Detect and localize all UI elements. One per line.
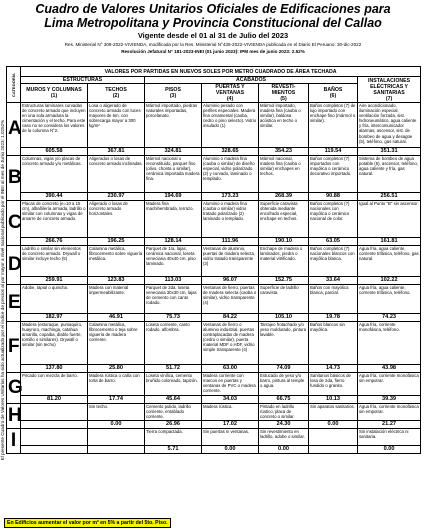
col-name-2: TECHOS	[105, 87, 127, 93]
value-cell: 161.81	[358, 238, 421, 246]
category-row	[7, 156, 421, 193]
estructuras-header: ESTRUCTURAS	[21, 77, 145, 84]
side-note-text: El presente Cuadro de Valores Unitarios ha sido actualizado por el índice de precios al por mayor a nivel nacional publicado por el INEI al mes de Junio 2023: 1.0252%	[0, 119, 5, 461]
col-num-5: (5)	[280, 96, 287, 102]
value-cell: 33.64	[309, 277, 358, 285]
col-name-3: PISOS	[165, 87, 181, 93]
description-cell	[145, 156, 202, 193]
category-letter: C	[7, 201, 21, 246]
value-cell: 190.10	[259, 238, 309, 246]
category-row	[7, 201, 421, 238]
vigencia-line: Vigente desde el 01 al 31 de Julio del 2023	[137, 31, 289, 40]
description-text: Loseta vinílica, cemento bruñido coloreado, tapizón.	[146, 373, 198, 384]
col-num-6: (6)	[329, 93, 337, 99]
value-cell: 137.80	[21, 365, 88, 373]
resolution-line-2: Resolución Jefatural N° 181-2023-INEI (01 junio 2023): IPM mes de junio 2023: 2.52%	[121, 49, 305, 54]
category-letter: D	[7, 246, 21, 285]
description-cell	[309, 322, 358, 365]
description-cell	[145, 285, 202, 314]
description-text: Sin instalación eléctrica ni sanitaria.	[359, 429, 409, 440]
description-text: Madera con material impermeabilizante.	[89, 285, 129, 296]
category-letter: G	[7, 373, 21, 404]
description-text: Parquet de 1ra, lajas, cerámica nacional, loseta veneciana 40x40 cm, piso laminado.	[146, 246, 196, 267]
value-cell: 90.88	[309, 193, 358, 201]
description-text: Baños blancos sin mayólica.	[310, 322, 345, 333]
description-cell	[358, 285, 421, 314]
description-text: Sanitarios básicos de losa de 2da, fierro fundido o granito.	[310, 373, 351, 389]
category-row	[7, 373, 421, 396]
title-line-1: Cuadro de Valores Unitarios Oficiales de Edificaciones para	[35, 2, 391, 16]
category-letter: F	[7, 322, 21, 373]
category-letter: A	[7, 103, 21, 156]
category-row	[7, 322, 421, 365]
col-header-2	[88, 84, 145, 103]
description-text: Agua fría, agua caliente, corriente trifásica, teléfono.	[359, 285, 411, 296]
value-cell: 21.27	[358, 421, 421, 429]
col-num-3: (3)	[169, 93, 177, 99]
description-text: Baños completos (7) importados con mayólica o cerámico decorativo importado.	[310, 156, 352, 177]
description-text: Ventanas de aluminio, puertas de madera selecta, vidrio tratado transparente (3)	[203, 246, 256, 267]
description-text: Aluminio pesado con perfiles especiales. Madera fina ornamental (caoba, cedro o pino selecto). Vidrio insulado (1)	[203, 103, 257, 129]
description-cell	[88, 373, 145, 396]
description-cell	[259, 404, 309, 421]
value-cell: 5.71	[145, 446, 202, 454]
category-letter: I	[7, 429, 21, 454]
description-cell	[202, 404, 259, 421]
value-cell: 351.31	[358, 148, 421, 156]
value-cell: 152.75	[259, 277, 309, 285]
col-header-5	[259, 84, 309, 103]
description-cell	[21, 246, 88, 277]
value-cell: 605.58	[21, 148, 88, 156]
value-cell: 111.96	[202, 238, 259, 246]
value-cell: 328.65	[202, 148, 259, 156]
value-cell: 19.78	[309, 314, 358, 322]
value-row	[7, 314, 421, 322]
description-text: Cemento pulido, ladrillo corriente, entablado corriente.	[146, 404, 191, 420]
values-table	[6, 66, 421, 454]
value-cell: 43.98	[358, 365, 421, 373]
description-cell	[88, 246, 145, 277]
category-letter: H	[7, 404, 21, 429]
description-cell	[358, 373, 421, 396]
categoria-header: CATEGORÍA	[7, 67, 21, 103]
description-text: Loseta corriente, canto rodado, alfombra.	[146, 322, 190, 333]
description-text: Tarrajeo frotachado y/o yeso moldurado, pintura lavable.	[260, 322, 307, 338]
category-letter: E	[7, 285, 21, 322]
description-cell	[21, 285, 88, 314]
description-cell	[358, 246, 421, 277]
description-cell	[21, 429, 88, 446]
description-text: Baños con mayólica blanca, parcial.	[310, 285, 349, 296]
description-text: Calamina metálica, fibrocemento sobre viguería metálica.	[89, 246, 143, 262]
description-text: Adobe, tapial o quincha.	[22, 285, 69, 290]
description-text: Aire acondicionado, iluminación especial, ventilación forzada, sist. hidroneumático, agua caliente y fría, intercomunicador alarmas, ascensor, sist. de bombeo de agua y desagüe (5), teléfono, gas natural.	[359, 103, 417, 144]
description-text: Sin puertas ni ventanas.	[203, 429, 250, 434]
description-cell	[88, 103, 145, 148]
col-header-3	[145, 84, 202, 103]
description-cell	[202, 429, 259, 446]
footer-note: En Edificios aumentar el valor por m² en 5% a partir del 5to. Piso.	[4, 518, 171, 528]
description-text: Baños completos (7) de lujo importado con enchape fino (mármol o similar).	[310, 103, 356, 124]
description-cell	[202, 322, 259, 365]
value-row	[7, 193, 421, 201]
description-cell	[145, 103, 202, 148]
description-cell	[21, 404, 88, 421]
value-cell: 34.03	[202, 396, 259, 404]
description-text: Madera corriente con marcos en puertas y ventanas de PVC o madera corriente.	[203, 373, 256, 394]
description-text: Madera rústica o caña con torta de barro.	[89, 373, 140, 384]
description-text: Agua fría, corriente monofásica sin empotrar.	[359, 373, 419, 384]
value-cell: 354.23	[259, 148, 309, 156]
value-cell: 25.80	[88, 365, 145, 373]
instalaciones-header	[358, 77, 421, 103]
description-text: Losa o aligerado de concreto armado con luces mayores de 6m. con sobrecarga mayor a 300 kg/m²	[89, 103, 141, 129]
description-cell	[309, 285, 358, 314]
category-row	[7, 103, 421, 148]
description-cell	[88, 285, 145, 314]
description-text: Pintado en ladrillo rústico, placa de concreto o similar.	[260, 404, 295, 420]
value-cell: 182.97	[21, 314, 88, 322]
description-text: Ventanas de fierro, puertas de madera selecta (caoba o similar), vidrio transparente (4)	[203, 285, 257, 306]
description-cell	[309, 373, 358, 396]
description-text: Sin aparatos sanitarios.	[310, 404, 355, 409]
description-text: Pircado con mezcla de barro.	[22, 373, 78, 378]
main-header: VALORES POR PARTIDAS EN NUEVOS SOLES POR METRO CUADRADO DE ÁREA TECHADA	[21, 67, 421, 77]
description-cell	[21, 156, 88, 193]
description-text: Aluminio o madera fina (caoba o similar) de diseño especial, vidrio polarizado (2) y curvado, laminado o templado.	[203, 156, 255, 182]
value-cell: 39.39	[358, 396, 421, 404]
acabados-header: ACABADOS	[145, 77, 358, 84]
value-cell: 367.81	[88, 148, 145, 156]
description-text: Estucado de yeso y/o barro, pintura al temple o agua.	[260, 373, 305, 389]
description-text: Madera fina machihembrada, terrazo.	[146, 201, 194, 212]
value-row	[7, 148, 421, 156]
category-row	[7, 404, 421, 421]
description-cell	[145, 429, 202, 446]
value-cell: 75.73	[145, 314, 202, 322]
description-cell	[259, 322, 309, 365]
value-cell: 74.09	[259, 365, 309, 373]
value-cell: 0.00	[358, 446, 421, 454]
description-cell	[88, 404, 145, 421]
description-cell	[259, 429, 309, 446]
value-row	[7, 446, 421, 454]
value-cell: 96.07	[202, 277, 259, 285]
value-cell: 128.14	[145, 238, 202, 246]
description-text: Mármol nacional o reconstituido, parquet fino (olivo, chonta o similar), cerámica importada madera fina.	[146, 156, 200, 182]
value-cell: 266.76	[21, 238, 88, 246]
value-cell: 51.72	[145, 365, 202, 373]
description-text: Mármol nacional, madera fina (caoba o similar) enchapes en techos.	[260, 156, 301, 177]
description-cell	[145, 404, 202, 421]
value-cell: 0.00	[309, 421, 358, 429]
description-text: Superficie caravista obtenida mediante encofrado especial, enchape en techos.	[260, 201, 298, 222]
value-cell: 63.05	[309, 238, 358, 246]
col-name-1: MUROS Y COLUMNAS	[26, 87, 82, 93]
description-cell	[309, 246, 358, 277]
description-cell	[259, 201, 309, 238]
description-text: Enchape de madera o laminados, piedra o material vitrificado.	[260, 246, 303, 262]
description-cell	[145, 322, 202, 365]
value-cell: 63.00	[202, 365, 259, 373]
description-cell	[88, 201, 145, 238]
description-cell	[21, 103, 88, 148]
value-cell: 230.97	[88, 193, 145, 201]
value-cell: 119.54	[309, 148, 358, 156]
description-cell	[202, 373, 259, 396]
description-text: Baños completos (7) nacionales blancos con mayólica blanca.	[310, 246, 355, 262]
description-cell	[309, 201, 358, 238]
col-name-4: PUERTAS Y VENTANAS	[215, 84, 245, 96]
col-header-1	[21, 84, 88, 103]
col-num-1: (1)	[50, 93, 58, 99]
description-cell	[358, 404, 421, 421]
description-text: Mármol importado, piedras naturales importadas, porcelanato.	[146, 103, 198, 119]
description-cell	[259, 103, 309, 148]
value-cell: 81.20	[21, 396, 88, 404]
value-cell: 268.39	[259, 193, 309, 201]
value-cell: 324.81	[145, 148, 202, 156]
description-cell	[358, 103, 421, 148]
category-row	[7, 285, 421, 314]
value-row	[7, 421, 421, 429]
category-row	[7, 429, 421, 446]
description-text: Columnas, vigas y/o placas de concreto armado y/o metálicas.	[22, 156, 82, 167]
description-text: Madera rústica.	[203, 404, 233, 409]
description-cell	[309, 156, 358, 193]
description-text: Baños completos (7) nacionales con mayólica o cerámico nacional de color.	[310, 201, 350, 222]
description-cell	[21, 373, 88, 396]
description-text: Ladrillo o similar sin elementos de concreto armado. Drywall o similar incluye techo (5)	[22, 246, 81, 262]
description-cell	[145, 201, 202, 238]
category-row	[7, 246, 421, 277]
description-text: Agua fría, corriente monofásica, teléfono.	[359, 322, 400, 333]
value-cell: 102.22	[358, 277, 421, 285]
description-text: Igual al Punto "B" sin ascensor.	[359, 201, 419, 206]
value-cell: 17.02	[202, 421, 259, 429]
value-cell: 74.23	[358, 314, 421, 322]
value-row	[7, 277, 421, 285]
description-text: Sin techo.	[89, 404, 109, 409]
value-cell: 123.83	[88, 277, 145, 285]
description-text: Aligerado o losas de concreto armado horizontales.	[89, 201, 128, 217]
description-text: Estructuras laminares curvadas de concreto armado que incluyen en una sola armadura la cimentación y el techo. Para este caso no se considera los valores de la columna N°2.	[22, 103, 86, 134]
value-cell: 46.91	[88, 314, 145, 322]
value-cell: 14.73	[309, 365, 358, 373]
col-num-2: (2)	[112, 93, 120, 99]
value-cell: 0.00	[202, 446, 259, 454]
description-text: Calamina metálica, fibrocemento o teja sobre viguería de madera corriente.	[89, 322, 138, 343]
value-cell	[21, 446, 88, 454]
value-cell: 0.00	[259, 446, 309, 454]
description-cell	[309, 103, 358, 148]
col-name-5: REVESTI- MIENTOS	[271, 84, 296, 96]
value-cell	[309, 446, 358, 454]
description-cell	[202, 156, 259, 193]
value-cell	[21, 421, 88, 429]
description-text: Sistema de bombeo de agua potable (5), ascensor, teléfono, agua caliente y fría, gas natural.	[359, 156, 419, 177]
description-text: Placas de concreto (e=10 a 15 cm), albañilería armada, ladrillo o similar con columnas y vigas de amarre de concreto armado.	[22, 201, 86, 222]
value-cell: 196.25	[88, 238, 145, 246]
description-cell	[358, 429, 421, 446]
description-cell	[202, 285, 259, 314]
description-text: Ventanas de fierro o aluminio industrial, puertas contraplacadas de madera (cedro o similar), puerta material MDF o HDF, vidrio simple transparente (4)	[203, 322, 255, 353]
description-text: Mármol importado, madera fina (caoba o similar), baldosa acústica en techo o similar.	[260, 103, 301, 129]
description-cell	[358, 201, 421, 238]
description-cell	[309, 404, 358, 421]
col-header-4	[202, 84, 259, 103]
value-cell: 194.69	[145, 193, 202, 201]
value-cell: 173.23	[202, 193, 259, 201]
description-cell	[202, 246, 259, 277]
col-header-6	[309, 84, 358, 103]
description-cell	[358, 322, 421, 365]
value-cell: 84.22	[202, 314, 259, 322]
instalaciones-label: INSTALACIONES ELÉCTRICAS Y SANITARIAS	[368, 77, 411, 96]
description-text: Agua fría, agua caliente, corriente trifásica, teléfono, gas natural.	[359, 246, 419, 262]
description-cell	[202, 201, 259, 238]
value-cell: 45.64	[145, 396, 202, 404]
value-cell: 256.51	[358, 193, 421, 201]
description-cell	[259, 246, 309, 277]
description-text: Parquet de 2da, loseta veneciana 30x30 cm, lajas de cemento con canto rodado.	[146, 285, 197, 306]
value-cell: 17.74	[88, 396, 145, 404]
value-cell: 259.91	[21, 277, 88, 285]
description-cell	[88, 156, 145, 193]
value-cell: 66.75	[259, 396, 309, 404]
description-cell	[358, 156, 421, 193]
col-name-6: BAÑOS	[323, 87, 343, 93]
value-cell: 105.10	[259, 314, 309, 322]
description-cell	[145, 246, 202, 277]
title-line-2: Lima Metropolitana y Provincia Constitucional del Callao	[44, 16, 382, 30]
description-cell	[259, 285, 309, 314]
description-cell	[21, 201, 88, 238]
description-text: Aluminio o madera fina (caoba o similar) vidrio tratado polarizado (2) laminado o templado.	[203, 201, 247, 222]
col-num-4: (4)	[226, 96, 234, 102]
description-text: Superficie de ladrillo caravista.	[260, 285, 299, 296]
description-text: Aligerados o losas de concreto armado inclinadas.	[89, 156, 143, 167]
value-row	[7, 396, 421, 404]
value-cell: 390.44	[21, 193, 88, 201]
value-cell: 0.00	[88, 421, 145, 429]
category-letter: B	[7, 156, 21, 201]
description-text: Sin revestimiento en ladrillo, adobe o similar.	[260, 429, 305, 440]
description-cell	[259, 156, 309, 193]
resolution-line-1: Res. Ministerial N° 309-2022-VIVIENDA, modificada por la Res. Ministerial N°435-2022-VIVIENDA publicada en el Diario El Peruano: 30-dic-2022	[64, 42, 362, 47]
description-text: Madera (estoraque, pumaquiro, huayruro, machinga, catahua amarilla, copaiba, diablo fuerte, tornillo o similares). Drywall o similar (sin techo)	[22, 322, 83, 348]
value-row	[7, 365, 421, 373]
description-cell	[88, 429, 145, 446]
description-cell	[21, 322, 88, 365]
value-cell: 10.13	[309, 396, 358, 404]
value-cell: 24.30	[259, 421, 309, 429]
description-cell	[88, 322, 145, 365]
description-cell	[259, 373, 309, 396]
description-cell	[202, 103, 259, 148]
col-num-7: (7)	[385, 95, 393, 102]
value-row	[7, 238, 421, 246]
description-cell	[145, 373, 202, 396]
value-cell	[88, 446, 145, 454]
description-cell	[309, 429, 358, 446]
description-text: Tierra compactada.	[146, 429, 183, 434]
value-cell: 113.03	[145, 277, 202, 285]
description-text: Agua fría, corriente monofásica sin empotrar.	[359, 404, 419, 415]
value-cell: 26.96	[145, 421, 202, 429]
